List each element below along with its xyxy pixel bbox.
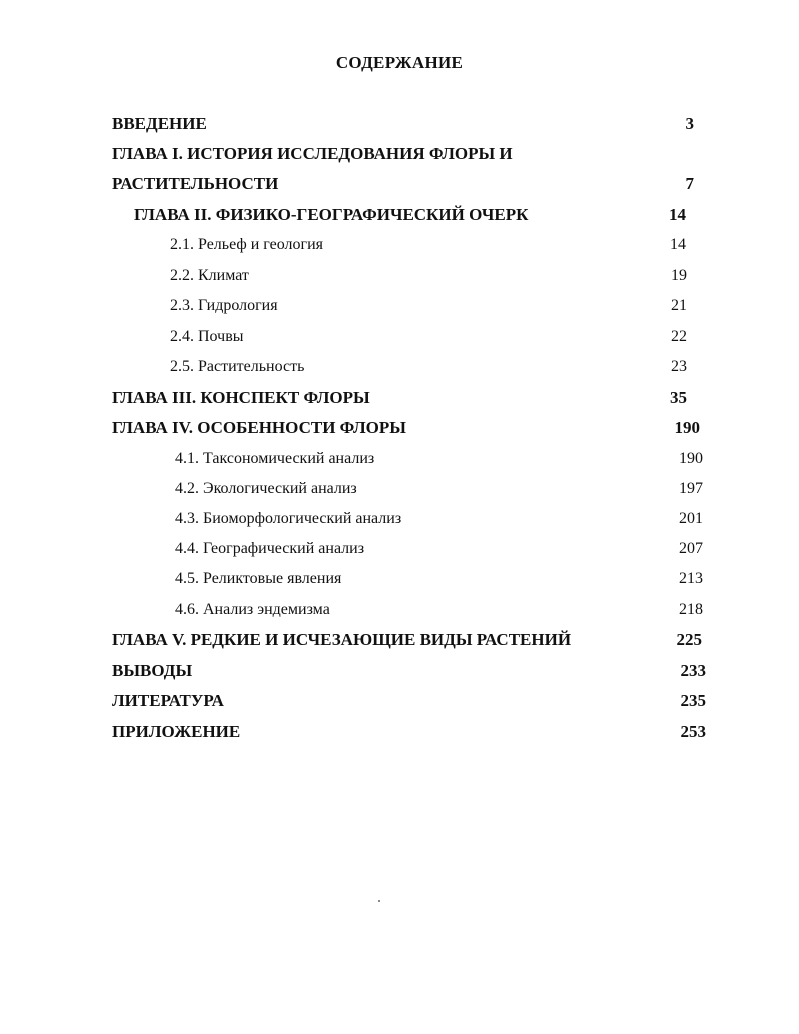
toc-entry-page: 19 [671,267,687,284]
toc-entry-4-2 [175,477,703,501]
toc-entry-text: ГЛАВА II. ФИЗИКО-ГЕОГРАФИЧЕСКИЙ ОЧЕРК [134,205,529,224]
toc-entry-text: 4.5. Реликтовые явления [175,570,342,587]
toc-entry-text: ГЛАВА I. ИСТОРИЯ ИССЛЕДОВАНИЯ ФЛОРЫ И [112,144,513,163]
toc-entry-page: 213 [679,570,703,587]
toc-entry-text: 4.1. Таксономический анализ [175,450,375,467]
toc-entry-text: 2.2. Климат [170,267,249,284]
toc-entry-2-3 [170,294,687,318]
toc-entry-page: 22 [671,328,687,345]
toc-entry-text: 4.6. Анализ эндемизма [175,601,330,618]
toc-entry-page: 197 [679,480,703,497]
toc-entry-text: 2.1. Рельеф и геология [170,236,324,253]
toc-entry-chapter-5 [112,628,702,652]
scan-speck [378,900,380,902]
toc-entry-text: ГЛАВА III. КОНСПЕКТ ФЛОРЫ [112,388,370,407]
toc-entry-text: 2.3. Гидрология [170,297,278,314]
toc-entry-page: 3 [685,114,694,133]
toc-entry-chapter-3 [112,386,687,410]
toc-entry-4-3 [175,507,703,531]
toc-entry-2-2 [170,264,687,288]
toc-entry-4-4 [175,537,703,561]
toc-entry-introduction [112,112,694,136]
toc-entry-text: ГЛАВА IV. ОСОБЕННОСТИ ФЛОРЫ [112,418,406,437]
toc-entry-page: 253 [680,722,706,741]
toc-entry-chapter-4 [112,416,700,440]
toc-entry-text: 4.3. Биоморфологический анализ [175,510,402,527]
toc-entry-text: ПРИЛОЖЕНИЕ [112,722,241,741]
toc-title: СОДЕРЖАНИЕ [335,53,464,72]
toc-entry-2-4 [170,325,687,349]
toc-entry-2-5 [170,355,687,379]
toc-entry-text: 2.4. Почвы [170,328,244,345]
toc-entry-text: ВВЕДЕНИЕ [112,114,207,133]
toc-entry-text: ВЫВОДЫ [112,661,193,680]
toc-entry-literature [112,689,706,713]
toc-entry-text: РАСТИТЕЛЬНОСТИ [112,174,279,193]
toc-entry-4-5 [175,567,703,591]
toc-entry-2-1 [170,233,686,257]
toc-entry-text: ГЛАВА V. РЕДКИЕ И ИСЧЕЗАЮЩИЕ ВИДЫ РАСТЕНИЙ [112,630,572,649]
toc-entry-text: 2.5. Растительность [170,358,305,375]
toc-entry-page: 207 [679,540,703,557]
toc-entry-page: 201 [679,510,703,527]
toc-entry-page: 35 [670,388,687,407]
toc-entry-page: 7 [685,174,694,193]
toc-entry-page: 225 [676,630,702,649]
toc-entry-text: ЛИТЕРАТУРА [112,691,224,710]
toc-entry-appendix [112,720,706,744]
toc-entry-page: 190 [674,418,700,437]
toc-entry-page: 23 [671,358,687,375]
toc-entry-text: 4.4. Географический анализ [175,540,365,557]
toc-entry-text: 4.2. Экологический анализ [175,480,357,497]
toc-entry-page: 21 [671,297,687,314]
toc-entry-page: 190 [679,450,703,467]
toc-entry-chapter-1-line-2 [112,172,694,196]
toc-entry-page: 218 [679,601,703,618]
toc-entry-conclusions [112,659,706,683]
toc-entry-page: 235 [680,691,706,710]
toc-entry-page: 14 [670,236,686,253]
toc-entry-chapter-2 [134,203,686,227]
toc-entry-page: 14 [669,205,686,224]
toc-entry-page: 233 [680,661,706,680]
toc-entry-4-1 [175,447,703,471]
toc-entry-4-6 [175,598,703,622]
toc-entry-chapter-1-line-1 [112,142,694,166]
